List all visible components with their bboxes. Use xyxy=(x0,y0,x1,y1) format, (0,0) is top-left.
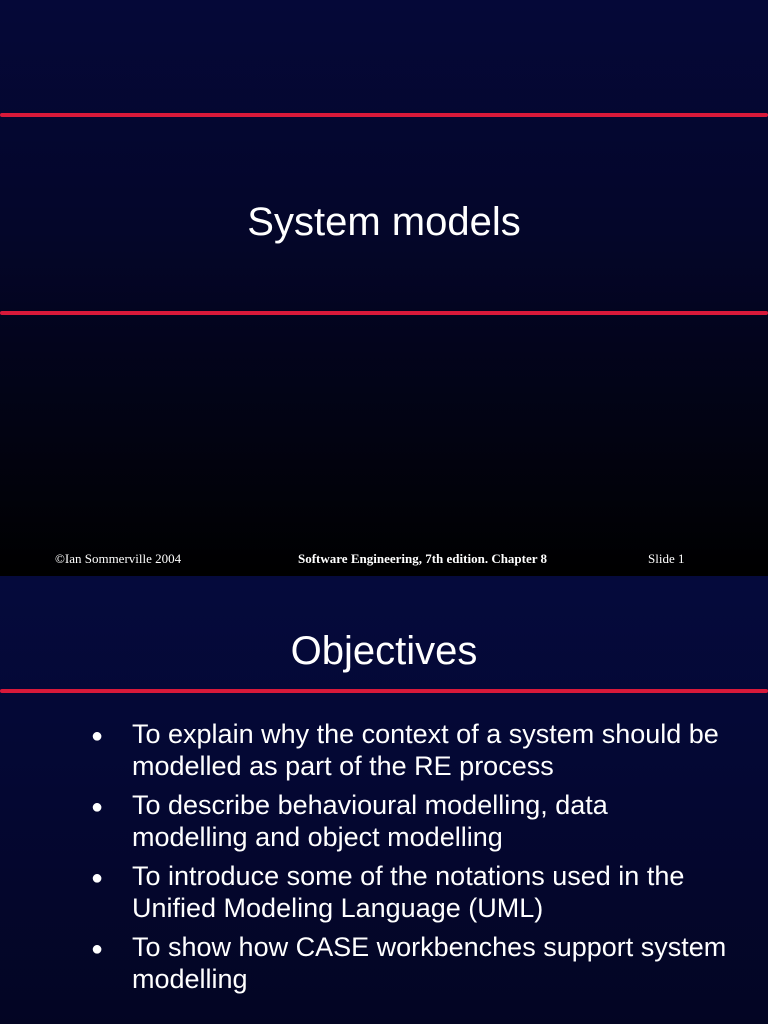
footer-book-title: Software Engineering, 7th edition. Chapter 8 xyxy=(298,551,548,566)
slide-title: Objectives xyxy=(290,629,478,673)
slide-2 xyxy=(0,576,768,1024)
list-item: ● To describe behavioural modelling, data modelling and object modelling xyxy=(91,790,608,852)
list-item: ● To introduce some of the notations used in the Unified Modeling Language (UML) xyxy=(91,861,685,923)
footer-copyright: ©Ian Sommerville 2004 xyxy=(55,551,182,566)
objectives-list xyxy=(0,718,768,1002)
bullet-icon: ● xyxy=(91,938,104,960)
title-divider-rule xyxy=(0,689,768,693)
bullet-icon: ● xyxy=(91,796,104,818)
list-item: ● To show how CASE workbenches support system modelling xyxy=(91,932,727,994)
bullet-icon: ● xyxy=(91,725,104,747)
footer-slide-number: Slide 1 xyxy=(648,551,685,566)
list-item: ● To explain why the context of a system should be modelled as part of the RE process xyxy=(91,719,719,781)
bottom-divider-rule xyxy=(0,311,768,315)
bullet-icon: ● xyxy=(91,867,104,889)
slide-title: System models xyxy=(247,200,521,244)
top-divider-rule xyxy=(0,113,768,117)
